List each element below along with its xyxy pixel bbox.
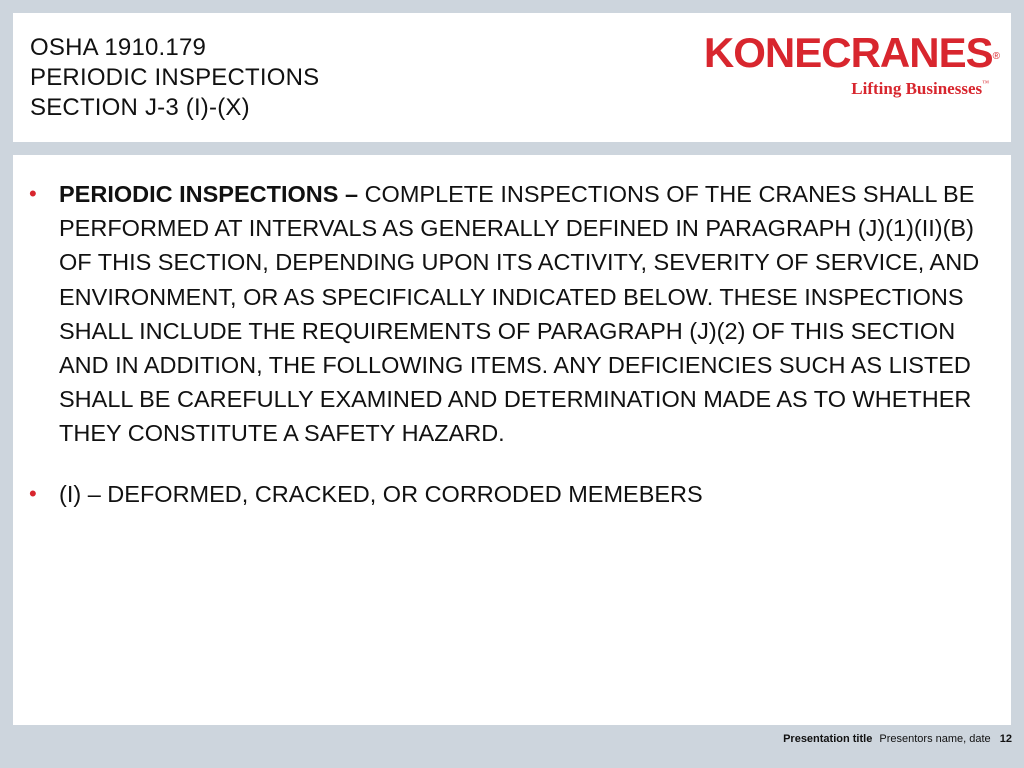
- logo-tagline-text: Lifting Businesses: [851, 79, 983, 98]
- bullet-item: [27, 177, 997, 451]
- registered-mark: ®: [992, 51, 999, 62]
- logo-wordmark: [704, 31, 999, 75]
- header-panel: [13, 13, 1011, 142]
- slide-title-line: PERIODIC INSPECTIONS: [30, 64, 320, 91]
- footer-presentation-title: Presentation title: [783, 733, 873, 745]
- slide-title: [30, 33, 319, 123]
- slide-title-line: SECTION J-3 (I)-(X): [30, 94, 250, 121]
- bullet-icon: •: [29, 480, 37, 506]
- content-panel: [13, 155, 1011, 725]
- bullet-icon: •: [29, 181, 37, 206]
- footer-page-number: 12: [999, 733, 1012, 745]
- bullet-lead: PERIODIC INSPECTIONS –: [59, 181, 365, 207]
- trademark-mark: ™: [982, 79, 989, 87]
- bullet-text: COMPLETE INSPECTIONS OF THE CRANES SHALL BE PERFORMED AT INTERVALS AS GENERALLY DEFINED IN PARAGRAPH (J)(1)(II)(B) OF THIS SECTION, DEPENDING UPON ITS ACTIVITY, SEVERITY OF SERVICE, AND ENVIRONMENT, OR AS SPECIFICALLY INDICATED BELOW. THESE INSPECTIONS SHALL INCLUDE THE REQUIREMENTS OF PARAGRAPH (J)(2) OF THIS SECTION AND IN ADDITION, THE FOLLOWING ITEMS. ANY DEFICIENCIES SUCH AS LISTED SHALL BE CAREFULLY EXAMINED AND DETERMINATION MADE AS TO WHETHER THEY CONSTITUTE A SAFETY HAZARD.: [59, 181, 980, 447]
- footer-presenter-info: Presentors name, date: [879, 733, 991, 745]
- bullet-text: (I) – DEFORMED, CRACKED, OR CORRODED MEMEBERS: [59, 480, 703, 507]
- konecranes-logo: [703, 29, 999, 106]
- slide-footer: [783, 733, 1012, 745]
- slide-title-line: OSHA 1910.179: [30, 34, 207, 61]
- logo-wordmark-text: KONECRANES: [703, 29, 993, 76]
- bullet-item: [27, 477, 997, 511]
- bullet-list: [27, 177, 997, 537]
- logo-tagline: [851, 79, 989, 99]
